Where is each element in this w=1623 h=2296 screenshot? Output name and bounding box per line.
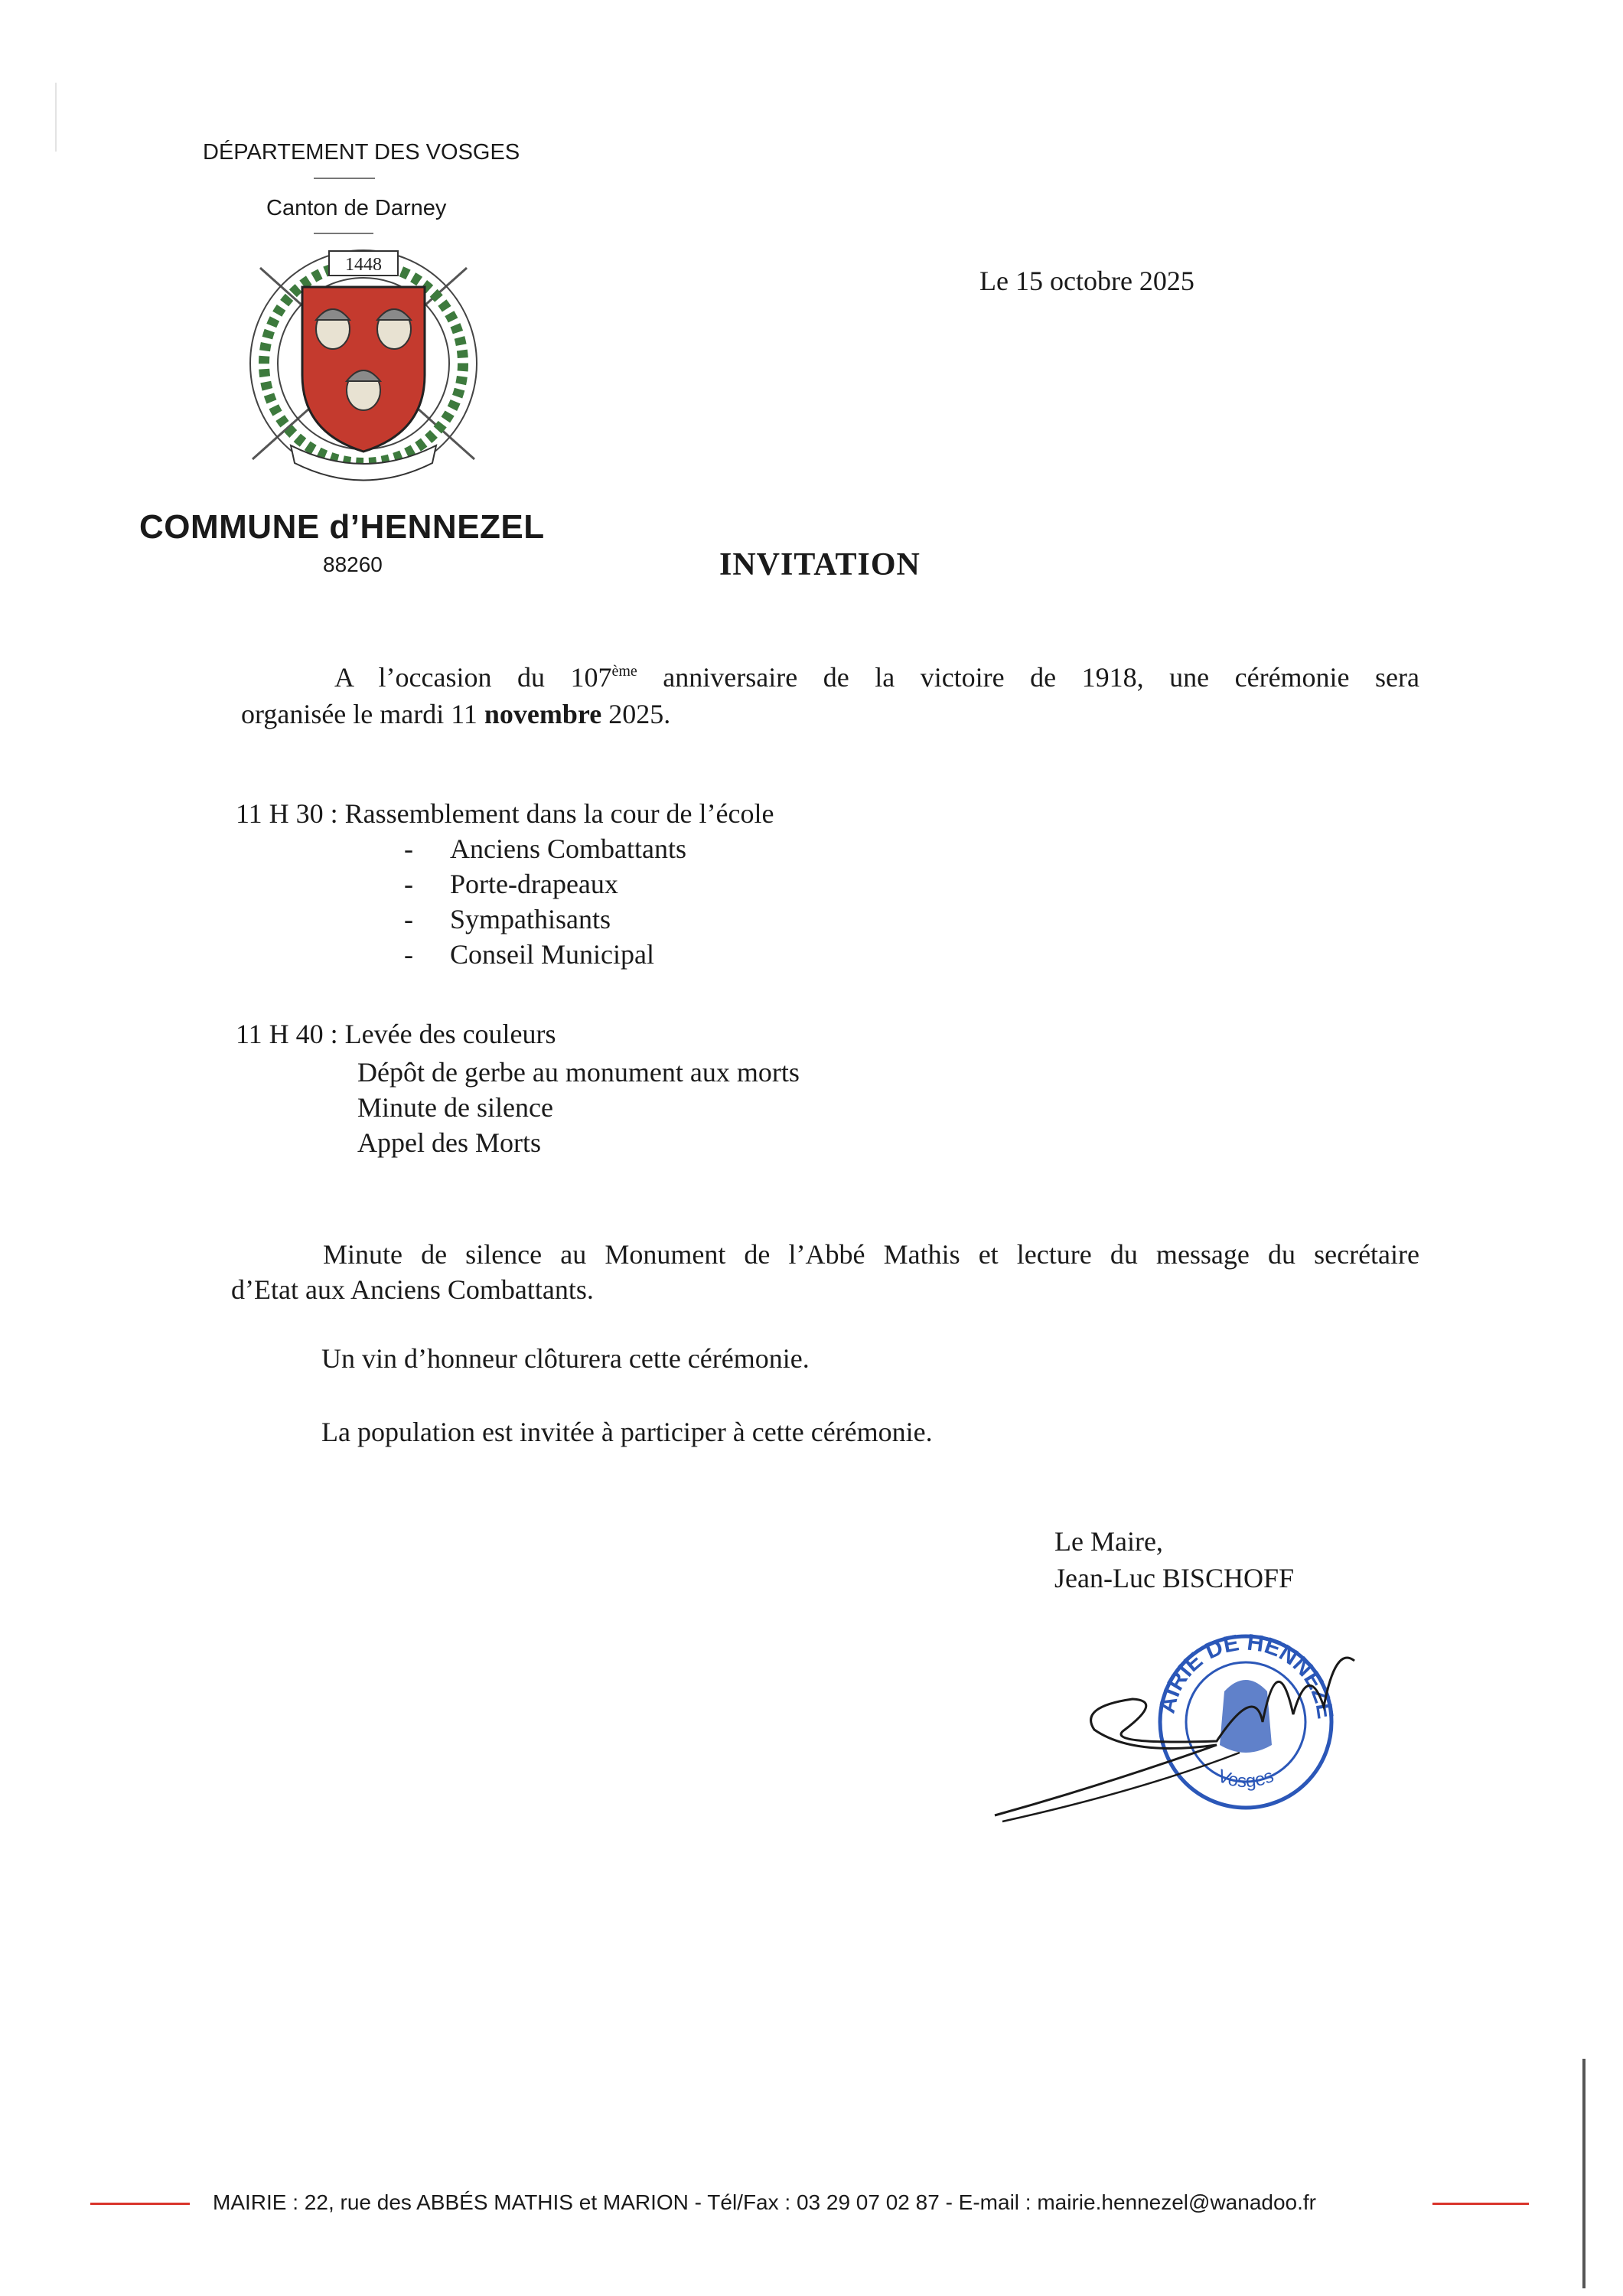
intro-line-2: organisée le mardi 11 novembre 2025. [241,699,671,729]
schedule-time-1: 11 H 30 : Rassemblement dans la cour de l’école [236,798,774,829]
paragraph: La population est invitée à participer à cette cérémonie. [321,1417,933,1447]
divider [314,178,375,179]
commune-name: COMMUNE d’HENNEZEL [139,508,545,546]
paragraph-line: Minute de silence au Monument de l’Abbé Mathis et lecture du message du secrétaire [323,1239,1419,1270]
crest-year: 1448 [345,255,382,275]
schedule-time-2: 11 H 40 : Levée des couleurs [236,1019,556,1049]
department-label: DÉPARTEMENT DES VOSGES [203,140,520,165]
svg-text:MAIRIE DE HENNEZEL [987,1615,1338,1720]
coat-of-arms-icon [237,245,490,490]
stamp-text-top: AIRIE DE HENNEZE [1154,1629,1338,1720]
footer-rule-left [90,2203,190,2205]
list-item: - Anciens Combattants [404,833,686,864]
signatory-role: Le Maire, [1054,1526,1163,1557]
list-item: - Porte-drapeaux [404,869,618,899]
svg-text:Vosges [1215,1766,1277,1792]
scan-edge [1582,2059,1586,2288]
footer-contact: MAIRIE : 22, rue des ABBÉS MATHIS et MARION - Tél/Fax : 03 29 07 02 87 - E-mail : mairie.hennezel@wanadoo.fr [213,2190,1316,2214]
list-item: - Sympathisants [404,904,611,934]
list-item: Dépôt de gerbe au monument aux morts [357,1057,800,1088]
list-item: - Conseil Municipal [404,939,654,970]
list-item: Minute de silence [357,1092,553,1123]
list-item: Appel des Morts [357,1127,541,1158]
stamp-text-bottom: Vosges [1214,1765,1277,1792]
divider [314,233,373,234]
letter-date: Le 15 octobre 2025 [979,266,1194,296]
paragraph: Un vin d’honneur clôturera cette cérémonie. [321,1343,810,1374]
signature-stamp [987,1615,1385,1844]
scan-artifact [55,83,57,152]
postcode: 88260 [323,553,383,576]
signatory [1054,1523,1294,1596]
page-title: INVITATION [719,547,921,582]
signatory-name: Jean-Luc BISCHOFF [1054,1563,1294,1593]
intro-line-1: A l’occasion du 107ème anniversaire de la victoire de 1918, une cérémonie sera [334,662,1419,693]
footer-rule-right [1432,2203,1529,2205]
paragraph-line: d’Etat aux Anciens Combattants. [231,1274,594,1305]
canton-label: Canton de Darney [266,196,447,220]
